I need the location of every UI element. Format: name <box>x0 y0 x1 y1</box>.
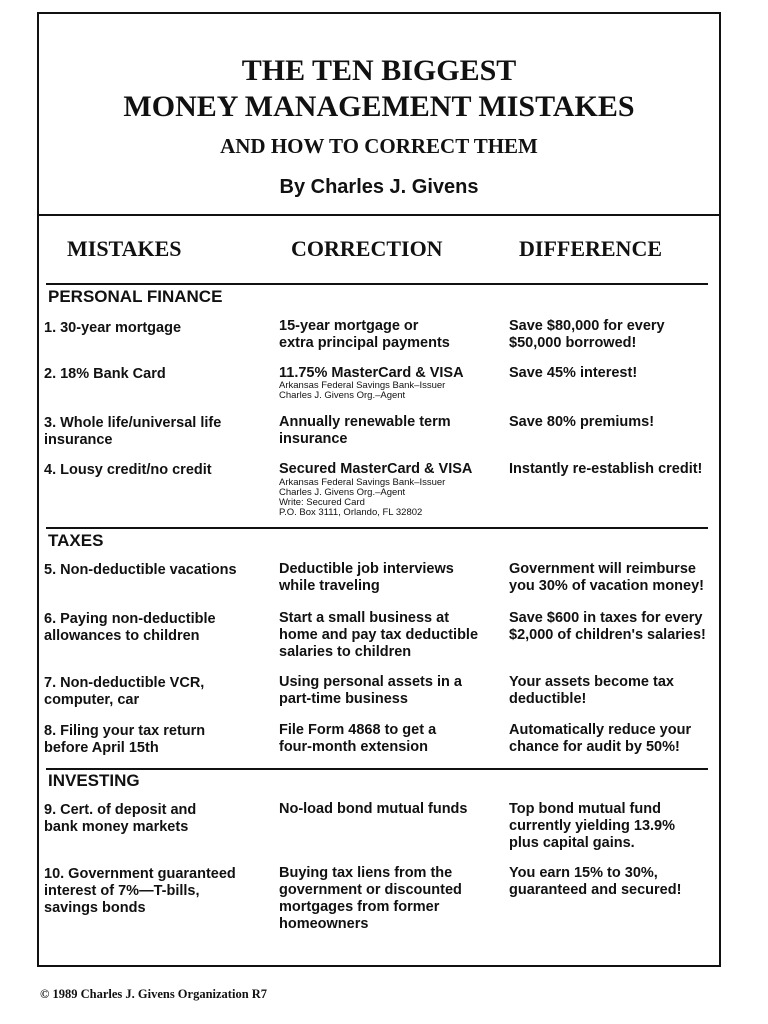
mistake-2: 2. 18% Bank Card <box>44 366 166 382</box>
section-divider <box>46 283 708 285</box>
document-frame <box>37 12 721 967</box>
correction-10: Buying tax liens from the government or discounted mortgages from former homeowners <box>279 865 462 932</box>
mistake-6: 6. Paying non-deductible allowances to children <box>44 611 216 644</box>
section-divider <box>46 768 708 770</box>
difference-9: Top bond mutual fund currently yielding 13.9% plus capital gains. <box>509 801 676 851</box>
correction-8: File Form 4868 to get a four-month extension <box>279 722 437 755</box>
difference-4: Instantly re-establish credit! <box>509 461 703 477</box>
correction-2-note: Arkansas Federal Savings Bank–Issuer Charles J. Givens Org.–Agent <box>279 380 446 401</box>
difference-8: Automatically reduce your chance for audit by 50%! <box>509 722 692 755</box>
correction-4-note: Arkansas Federal Savings Bank–Issuer Charles J. Givens Org.–Agent Write: Secured Card P.O. Box 3111, Orlando, FL 32802 <box>279 477 446 518</box>
mistake-7: 7. Non-deductible VCR, computer, car <box>44 675 205 708</box>
section-title-taxes: TAXES <box>48 531 104 550</box>
correction-1: 15-year mortgage or extra principal payments <box>279 318 450 351</box>
correction-6: Start a small business at home and pay tax deductible salaries to children <box>279 610 479 660</box>
mistake-3: 3. Whole life/universal life insurance <box>44 415 222 448</box>
correction-5: Deductible job interviews while traveling <box>279 561 454 594</box>
difference-2: Save 45% interest! <box>509 365 638 381</box>
mistake-8: 8. Filing your tax return before April 15th <box>44 723 206 756</box>
correction-4: Secured MasterCard & VISA <box>279 461 473 477</box>
difference-7: Your assets become tax deductible! <box>509 674 674 707</box>
section-title-investing: INVESTING <box>48 771 140 790</box>
difference-5: Government will reimburse you 30% of vacation money! <box>509 561 704 594</box>
mistake-5: 5. Non-deductible vacations <box>44 562 237 578</box>
mistake-4: 4. Lousy credit/no credit <box>44 462 212 478</box>
document-header <box>39 14 719 216</box>
mistake-1: 1. 30-year mortgage <box>44 320 182 336</box>
subtitle: AND HOW TO CORRECT THEM <box>220 134 538 158</box>
column-header-correction: CORRECTION <box>291 236 443 261</box>
correction-9: No-load bond mutual funds <box>279 801 468 817</box>
difference-10: You earn 15% to 30%, guaranteed and secured! <box>509 865 682 898</box>
correction-7: Using personal assets in a part-time business <box>279 674 462 707</box>
correction-2: 11.75% MasterCard & VISA <box>279 365 464 381</box>
title-line-1: THE TEN BIGGEST <box>241 54 517 87</box>
column-header-mistakes: MISTAKES <box>67 236 182 261</box>
mistake-9: 9. Cert. of deposit and bank money markets <box>44 802 197 835</box>
mistake-10: 10. Government guaranteed interest of 7%—T-bills, savings bonds <box>44 866 236 916</box>
author-byline: By Charles J. Givens <box>279 176 479 198</box>
header-divider <box>39 214 719 216</box>
section-divider <box>46 527 708 529</box>
copyright-footer: © 1989 Charles J. Givens Organization R7 <box>40 987 268 1001</box>
difference-1: Save $80,000 for every $50,000 borrowed! <box>509 318 665 351</box>
column-header-difference: DIFFERENCE <box>519 236 663 261</box>
section-title-personal-finance: PERSONAL FINANCE <box>48 287 223 306</box>
difference-6: Save $600 in taxes for every $2,000 of children's salaries! <box>509 610 706 643</box>
correction-3: Annually renewable term insurance <box>279 414 451 447</box>
difference-3: Save 80% premiums! <box>509 414 655 430</box>
title-line-2: MONEY MANAGEMENT MISTAKES <box>123 90 635 123</box>
